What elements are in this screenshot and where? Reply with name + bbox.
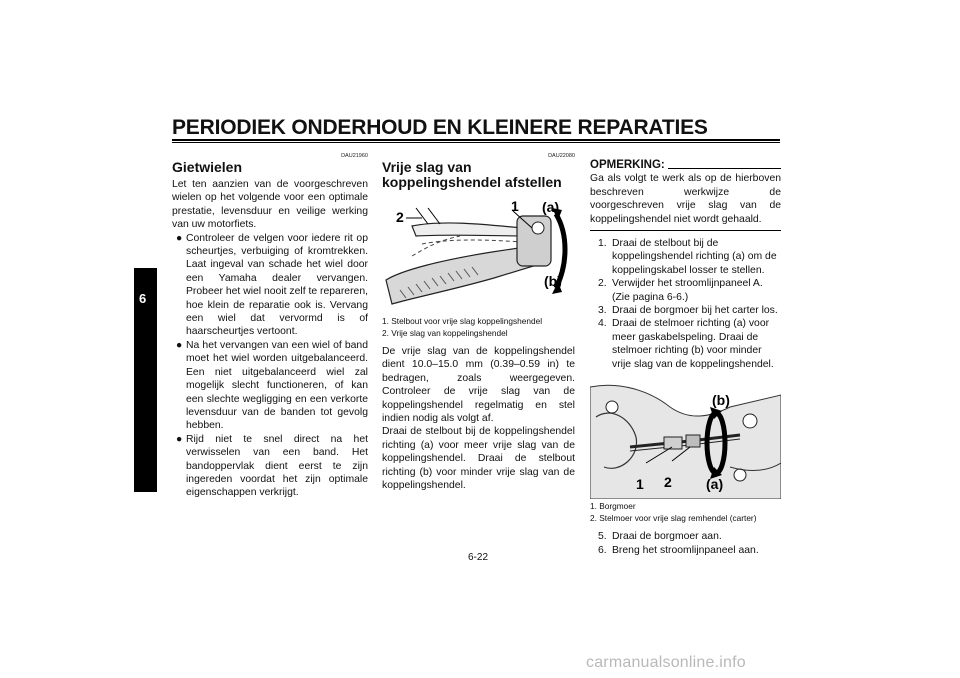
list-item: ● Na het vervangen van een wiel of band moet het wiel worden uitgebalanceerd. Een niet uitgebalanceerd wiel zal mogelijk slecht functioneren, of kan een slechte wegligging en een verkorte levensduur van de banden tot gevolg hebben. — [176, 339, 368, 432]
figure-label-1: 1 — [636, 476, 644, 493]
note-heading-rule — [668, 168, 781, 169]
step-item: 5. Draai de borgmoer aan. — [598, 531, 722, 543]
crankcase-adjuster-illustration — [590, 377, 781, 499]
bullet-icon: ● — [176, 339, 183, 351]
header-rule-thin — [172, 142, 780, 143]
figure-label-b: (b) — [712, 392, 730, 409]
intro-paragraph: Let ten aanzien van de voorgeschreven wielen op het volgende voor een optimale prestatie, levensduur en veilige werking van uw motorfiets. — [172, 179, 368, 231]
note-text: Ga als volgt te werk als op de hierboven beschreven werkwijze de voorgeschreven vrije slag van de koppelingshendel niet wordt gehaald. — [590, 173, 781, 225]
body-paragraph: De vrije slag van de koppelingshendel dient 10.0–15.0 mm (0.39–0.59 in) te bedragen, zoals weergegeven. Controleer de vrije slag van de koppelingshendel regelmatig en stel indien nodig als volgt af. — [382, 346, 575, 425]
bullet-icon: ● — [176, 433, 183, 445]
figure-label-a: (a) — [542, 199, 560, 215]
bullet-icon: ● — [176, 232, 183, 244]
figure-label-1: 1 — [511, 198, 519, 214]
step-item: 1. Draai de stelbout bij de koppelingshendel richting (a) om de koppelingskabel losser te stellen. — [598, 238, 777, 276]
step-item: 4. Draai de stelmoer richting (a) voor meer gaskabelspeling. Draai de stelmoer richting (b) voor minder vrije slag van de koppelingshendel. — [598, 318, 774, 370]
list-item: ● Controleer de velgen voor iedere rit op scheurtjes, verbuiging of kromtrekken. Laat ingeval van schade het wiel door een Yamaha dealer vervangen. Probeer het wiel nooit zelf te repareren, hoe klein de reparatie ook is. Vervang een wiel dat vervormd is of haarscheurtjes vertoont. — [176, 232, 368, 338]
clutch-lever-illustration — [382, 194, 575, 314]
list-item: ● Rijd niet te snel direct na het verwisselen van een band. Het bandoppervlak dient eerst te zijn ingereden voordat het zijn optimale eigenschappen verkrijgt. — [176, 433, 368, 499]
step-item: 6. Breng het stroomlijnpaneel aan. — [598, 544, 759, 556]
page-title: PERIODIEK ONDERHOUD EN KLEINERE REPARATIES — [172, 116, 708, 139]
step-item: 3. Draai de borgmoer bij het carter los. — [598, 305, 778, 317]
page-number: 6-22 — [468, 552, 489, 563]
header-rule — [172, 139, 780, 141]
body-paragraph: Draai de stelbout bij de koppelingshendel richting (a) voor meer vrije slag van de koppelingshendel. Draai de stelbout richting (b) voor minder vrije slag van de koppelingshendel. — [382, 426, 575, 492]
section-code: DAU22080 — [548, 153, 575, 159]
column-note — [590, 152, 781, 557]
figure-caption: 1. Borgmoer 2. Stelmoer voor vrije slag remhendel (carter) — [590, 501, 757, 523]
step-item: 2. Verwijder het stroomlijnpaneel A. (Zie pagina 6-6.) — [598, 278, 763, 303]
column-clutch — [382, 152, 575, 492]
figure-label-2: 2 — [664, 474, 672, 491]
figure-caption: 1. Stelbout voor vrije slag koppelingshendel 2. Vrije slag van koppelingshendel — [382, 316, 543, 338]
figure-label-b: (b) — [544, 273, 562, 289]
section-heading: Gietwielen — [172, 159, 243, 175]
watermark: carmanualsonline.info — [586, 654, 746, 671]
section-code: DAU21960 — [341, 153, 368, 159]
section-heading: Vrije slag van koppelingshendel afstellen — [382, 159, 562, 190]
chapter-number: 6 — [139, 291, 147, 306]
note-heading: OPMERKING: — [590, 159, 781, 172]
figure-label-2: 2 — [396, 209, 404, 225]
figure-label-a: (a) — [706, 476, 724, 493]
column-wheels — [172, 152, 368, 500]
note-rule — [590, 230, 781, 231]
